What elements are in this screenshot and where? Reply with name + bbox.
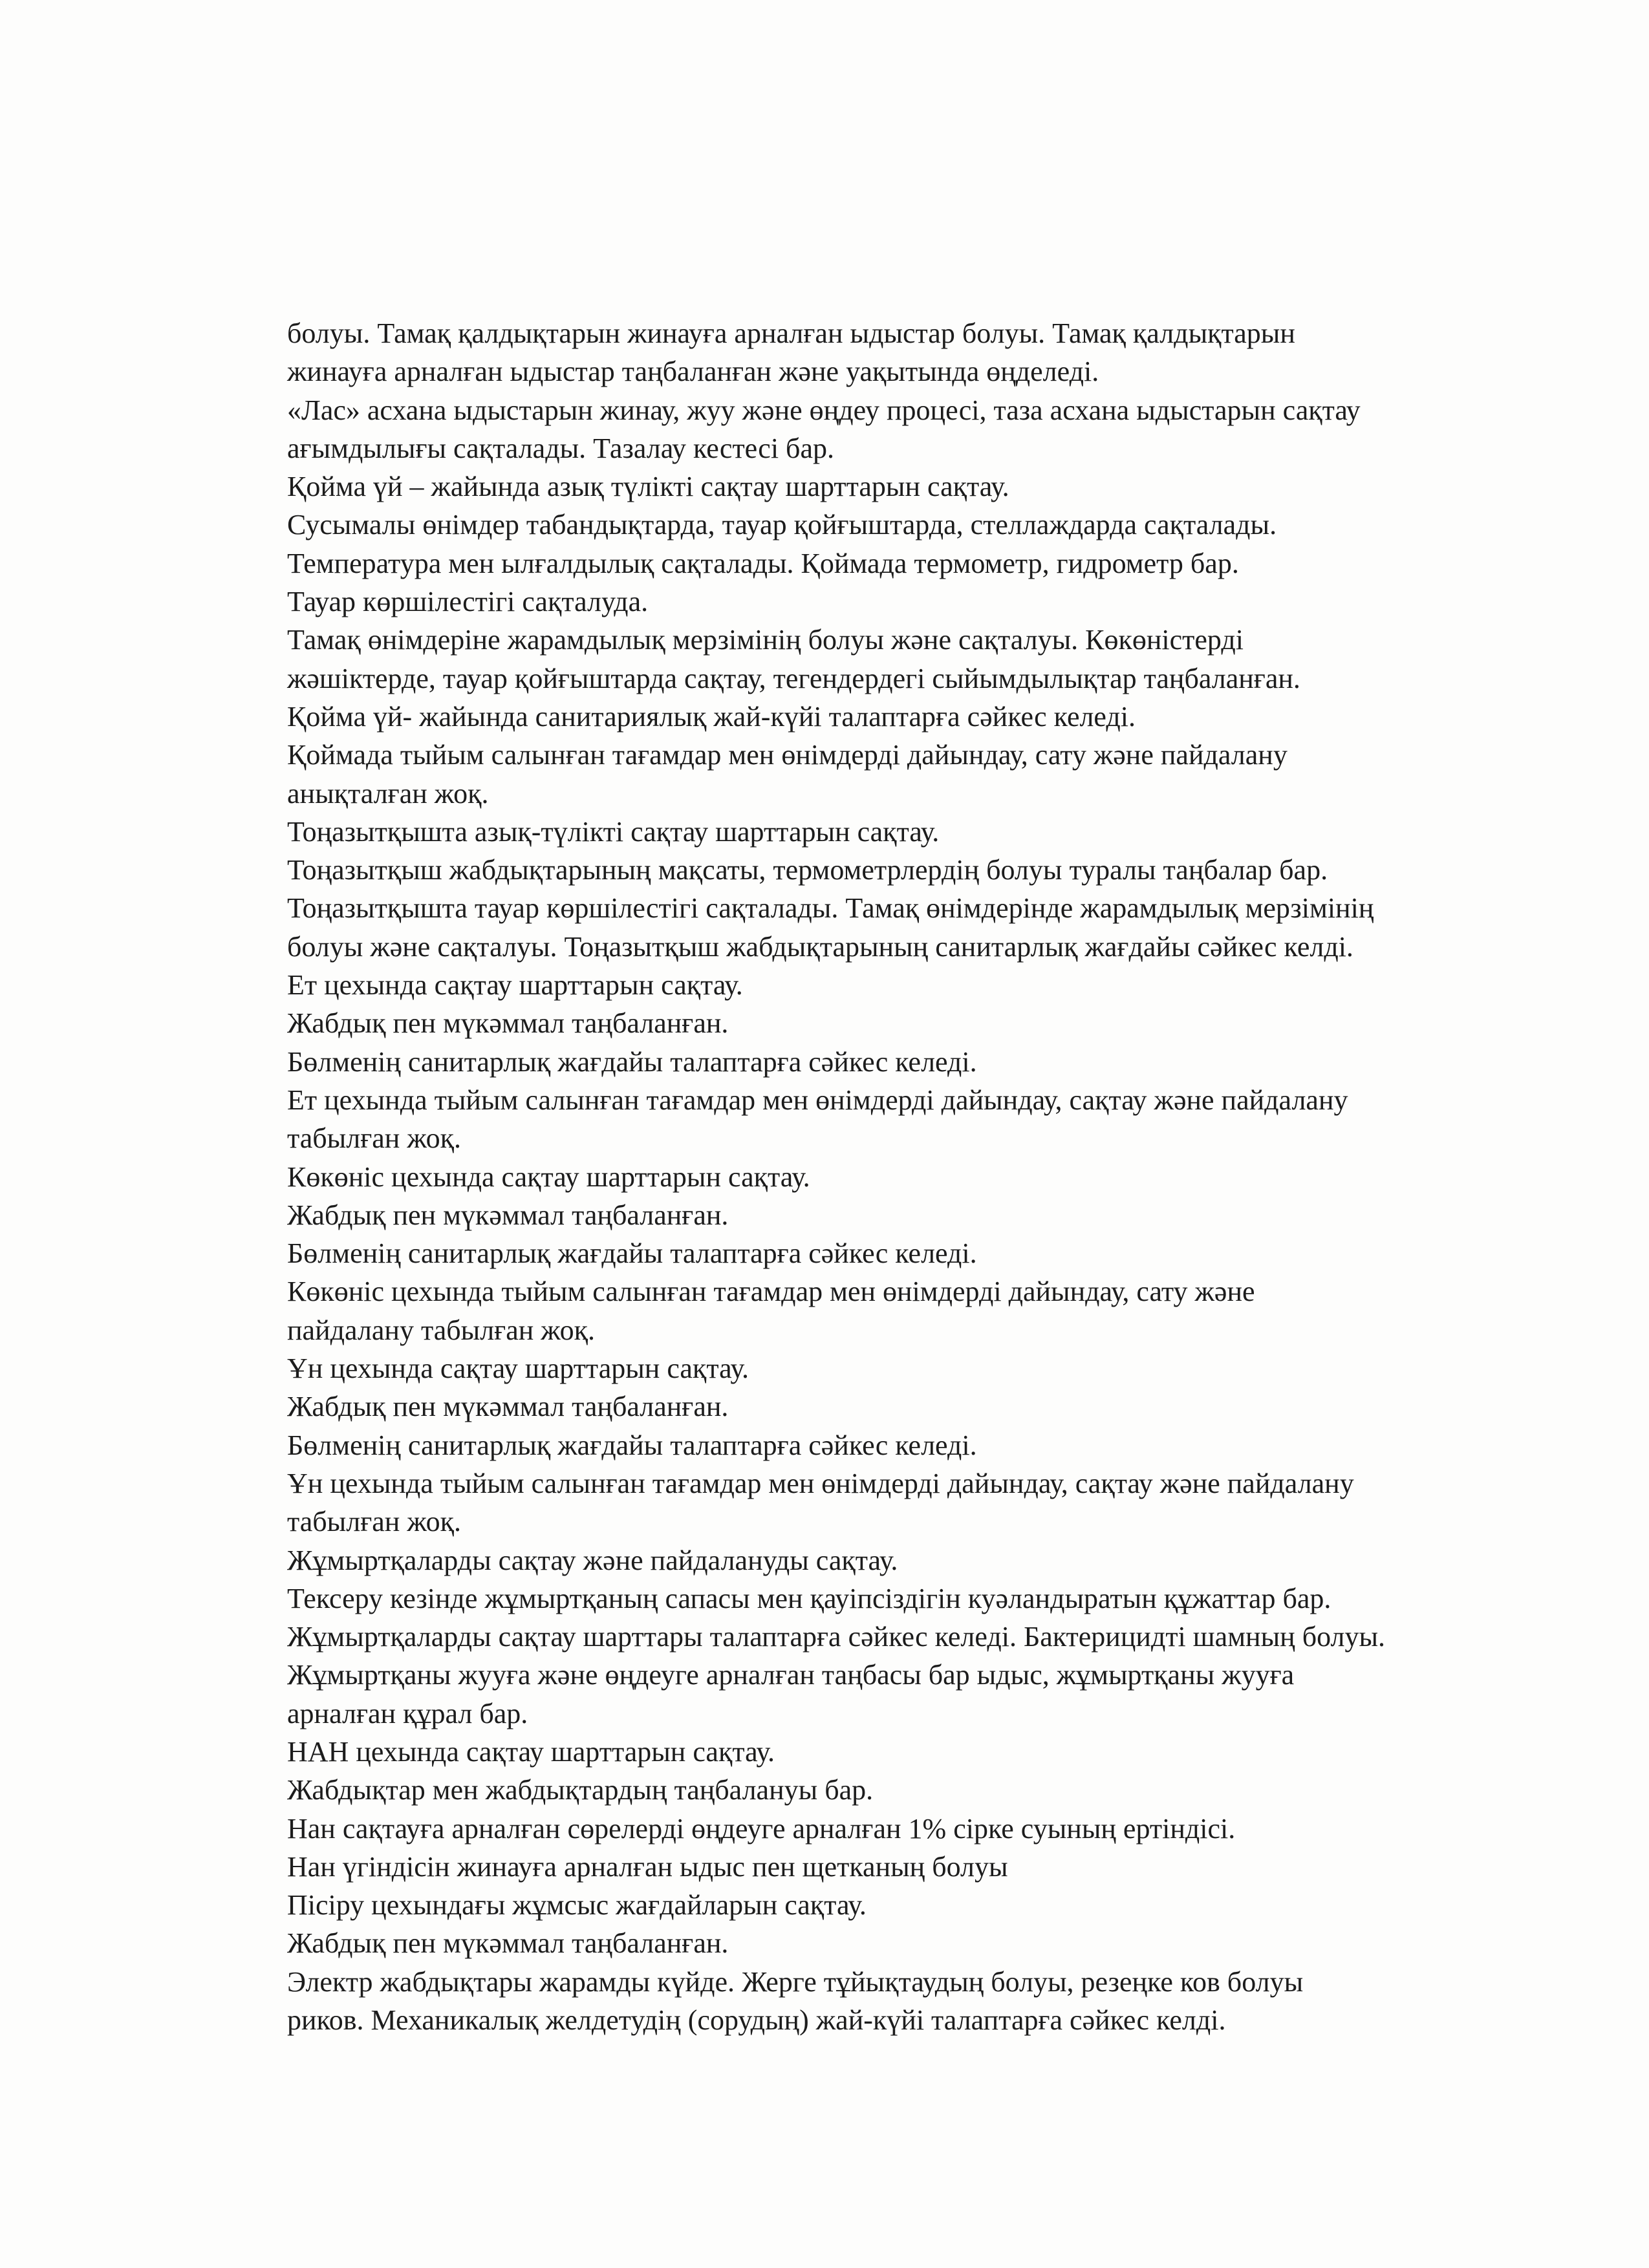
text-line: Сусымалы өнімдер табандықтарда, тауар қойғыштарда, стеллаждарда сақталады.	[287, 509, 1277, 541]
text-line: Қойма үй – жайында азық түлікті сақтау шарттарын сақтау.	[287, 471, 1009, 503]
text-line: жинауға арналған ыдыстар таңбаланған және уақытында өңделеді.	[287, 356, 1099, 388]
text-line: Қоймада тыйым салынған тағамдар мен өнімдерді дайындау, сату және пайдалану	[287, 739, 1288, 771]
text-line: анықталған жоқ.	[287, 777, 489, 809]
text-line: Ет цехында тыйым салынған тағамдар мен өнімдерді дайындау, сақтау және пайдалану	[287, 1084, 1348, 1116]
text-line: Ұн цехында тыйым салынған тағамдар мен өнімдерді дайындау, сақтау және пайдалану	[287, 1467, 1354, 1499]
text-line: Бөлменің санитарлық жағдайы талаптарға сәйкес келеді.	[287, 1429, 977, 1461]
text-line: Электр жабдықтары жарамды күйде. Жерге тұйықтаудың болуы, резеңке ков болуы	[287, 1965, 1304, 1998]
text-line: Тексеру кезінде жұмыртқаның сапасы мен қауіпсіздігін куәландыратын құжаттар бар.	[287, 1582, 1331, 1614]
text-line: риков. Механикалық желдетудің (сорудың) жай-күйі талаптарға сәйкес келді.	[287, 2004, 1226, 2037]
text-line: Нан үгіндісін жинауға арналған ыдыс пен щетканың болуы	[287, 1850, 1008, 1883]
text-line: Жабдық пен мүкәммал таңбаланған.	[287, 1927, 729, 1960]
text-line: жәшіктерде, тауар қойғыштарда сақтау, тегендердегі сыйымдылықтар таңбаланған.	[287, 662, 1300, 694]
text-line: Жабдық пен мүкәммал таңбаланған.	[287, 1007, 729, 1040]
text-line: табылған жоқ.	[287, 1506, 462, 1538]
text-line: табылған жоқ.	[287, 1122, 462, 1155]
text-line: Жұмыртқаны жууға және өңдеуге арналған таңбасы бар ыдыс, жұмыртқаны жууға	[287, 1659, 1295, 1691]
text-line: Жұмыртқаларды сақтау және пайдалануды сақтау.	[287, 1544, 898, 1576]
text-line: пайдалану табылған жоқ.	[287, 1314, 595, 1346]
text-line: Ұн цехында сақтау шарттарын сақтау.	[287, 1353, 749, 1385]
text-line: Ет цехында сақтау шарттарын сақтау.	[287, 969, 743, 1001]
text-line: ағымдылығы сақталады. Тазалау кестесі бар.	[287, 432, 834, 464]
text-line: арналған құрал бар.	[287, 1697, 528, 1729]
text-line: болуы. Тамақ қалдықтарын жинауға арналған ыдыстар болуы. Тамақ қалдықтарын	[287, 317, 1295, 349]
text-line: Жабдық пен мүкәммал таңбаланған.	[287, 1199, 729, 1231]
text-line: НАН цехында сақтау шарттарын сақтау.	[287, 1735, 775, 1768]
text-line: болуы және сақталуы. Тоңазытқыш жабдықтарының санитарлық жағдайы сәйкес келді.	[287, 930, 1353, 963]
text-line: Пісіру цехындағы жұмсыс жағдайларын сақтау.	[287, 1889, 867, 1921]
text-line: Тоңазытқышта азық-түлікті сақтау шарттарын сақтау.	[287, 815, 940, 848]
text-line: Тамақ өнімдеріне жарамдылық мерзімінің болуы және сақталуы. Көкөністерді	[287, 624, 1244, 656]
text-line: Көкөніс цехында тыйым салынған тағамдар мен өнімдерді дайындау, сату және	[287, 1276, 1255, 1308]
text-line: Тоңазытқышта тауар көршілестігі сақталады. Тамақ өнімдерінде жарамдылық мерзімінің	[287, 892, 1374, 925]
text-line: Жабдық пен мүкәммал таңбаланған.	[287, 1391, 729, 1423]
text-line: «Лас» асхана ыдыстарын жинау, жуу және өңдеу процесі, таза асхана ыдыстарын сақтау	[287, 394, 1361, 426]
text-line: Температура мен ылғалдылық сақталады. Қоймада термометр, гидрометр бар.	[287, 547, 1239, 579]
text-line: Қойма үй- жайында санитариялық жай-күйі талаптарға сәйкес келеді.	[287, 700, 1136, 733]
text-line: Жабдықтар мен жабдықтардың таңбалануы бар.	[287, 1774, 874, 1806]
document-body	[287, 314, 1587, 2039]
text-line: Бөлменің санитарлық жағдайы талаптарға сәйкес келеді.	[287, 1237, 977, 1270]
text-line: Жұмыртқаларды сақтау шарттары талаптарға сәйкес келеді. Бактерицидті шамның болуы.	[287, 1621, 1386, 1653]
text-line: Тоңазытқыш жабдықтарының мақсаты, термометрлердің болуы туралы таңбалар бар.	[287, 854, 1328, 886]
text-line: Бөлменің санитарлық жағдайы талаптарға сәйкес келеді.	[287, 1045, 977, 1078]
text-line: Тауар көршілестігі сақталуда.	[287, 586, 649, 618]
text-line: Көкөніс цехында сақтау шарттарын сақтау.	[287, 1161, 810, 1193]
text-line: Нан сақтауға арналған сөрелерді өңдеуге арналған 1% сірке суының ертіндісі.	[287, 1812, 1236, 1845]
